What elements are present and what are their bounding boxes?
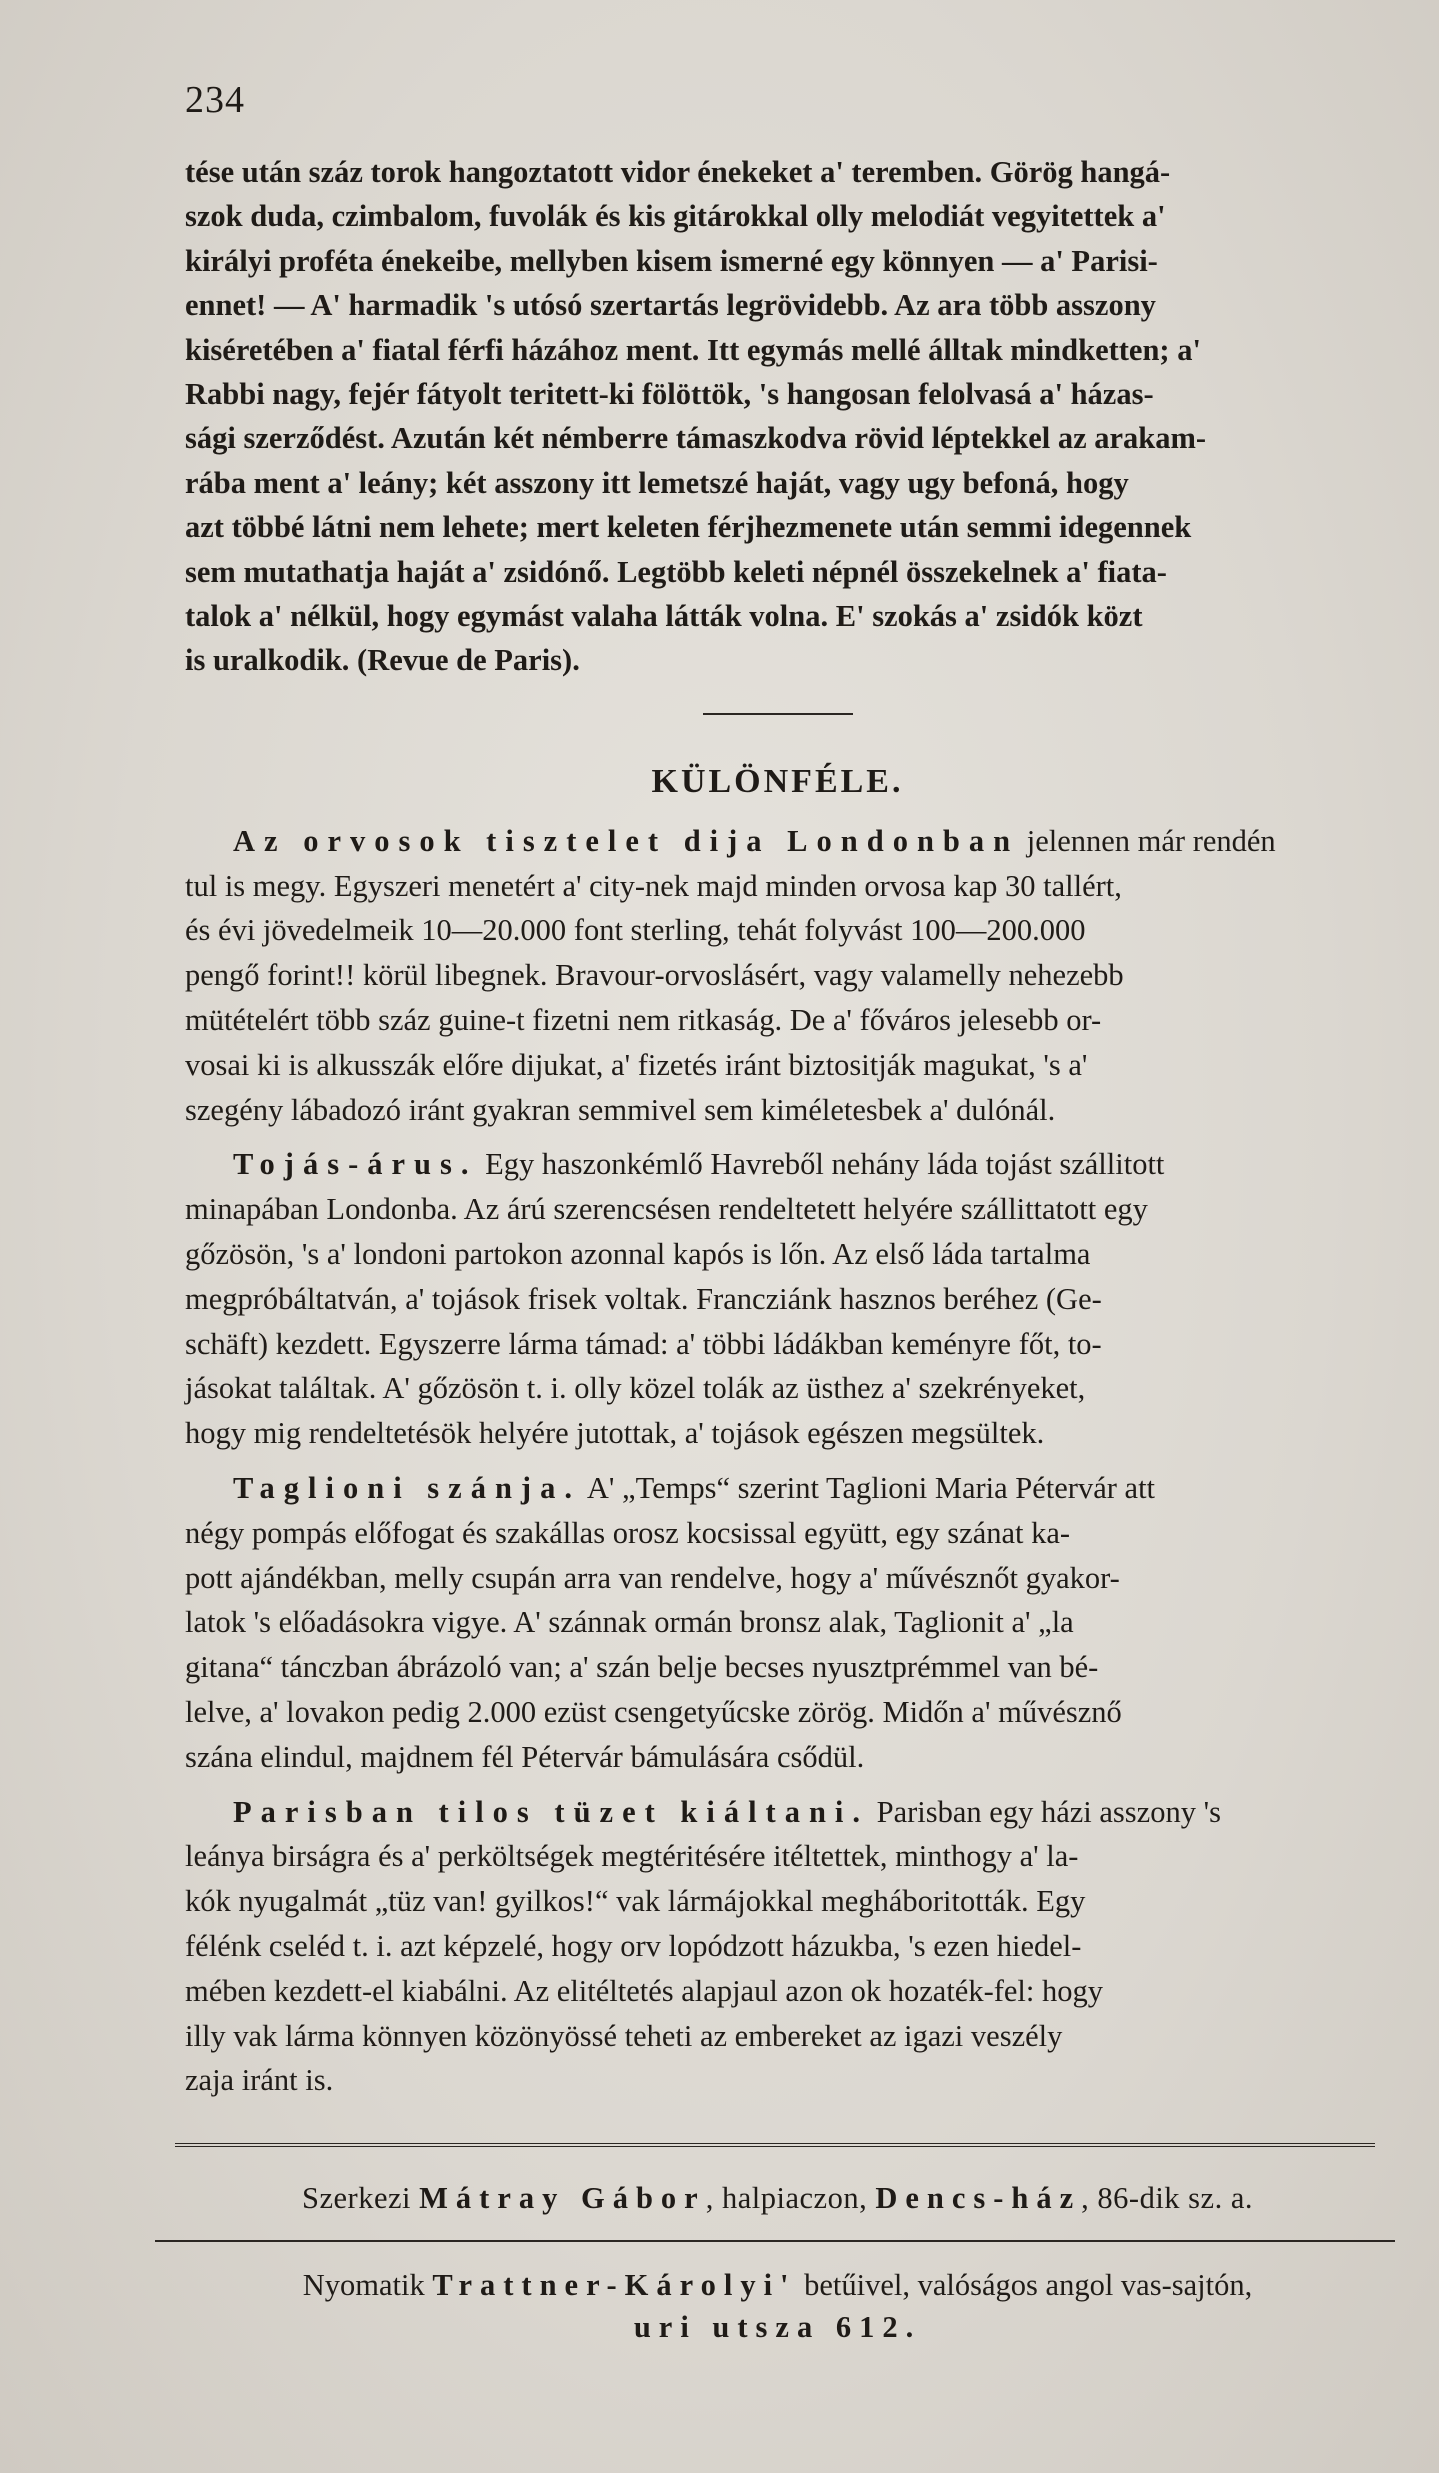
intro-line: is uralkodik. (Revue de Paris).: [185, 643, 580, 678]
editor-house: Dencs-ház: [875, 2181, 1082, 2216]
news-item-line: gitana“ tánczban ábrázoló van; a' szán belje becses nyusztprémmel van bé-: [185, 1650, 1099, 1685]
section-divider: [703, 713, 853, 715]
editor-middle: , halpiaczon,: [705, 2181, 876, 2216]
news-item-line: félénk cseléd t. i. azt képzelé, hogy orv lopódzott házukba, 's ezen hiedel-: [185, 1929, 1082, 1963]
news-item-line: latok 's előadásokra vigye. A' szánnak ormán bronsz alak, Taglionit a' „la: [185, 1605, 1074, 1640]
news-item-line: schäft) kezdett. Egyszerre lárma támad: a' többi ládákban keményre főt, to-: [185, 1326, 1102, 1361]
news-item: [185, 1466, 1370, 1780]
intro-line: kiséretében a' fiatal férfi házához ment. Itt egymás mellé álltak mindketten; a': [185, 332, 1201, 367]
intro-line: azt többé látni nem lehete; mert keleten férjhezmenete után semmi idegennek: [185, 510, 1192, 545]
news-item-line: Egy haszonkémlő Havreből nehány láda tojást szállitott: [477, 1147, 1165, 1182]
printer-street: uri utsza 612.: [633, 2310, 922, 2345]
news-item-line: és évi jövedelmeik 10—20.000 font sterling, tehát folyvást 100—200.000: [185, 913, 1086, 948]
news-item-line: pengő forint!! körül libegnek. Bravour-orvoslásért, vagy valamelly nehezebb: [185, 958, 1124, 993]
news-item-line: szegény lábadozó iránt gyakran semmivel sem kiméletesbek a' dulónál.: [185, 1092, 1056, 1127]
news-item-line: minapában Londonba. Az árú szerencsésen rendeltetett helyére szállittatott egy: [185, 1192, 1148, 1227]
intro-line: Rabbi nagy, fejér fátyolt teritett-ki fölöttök, 's hangosan felolvasá a' házas-: [185, 377, 1154, 412]
news-item-line: jelennen már rendén: [1019, 823, 1276, 858]
news-item-line: tul is megy. Egyszeri menetért a' city-nek majd minden orvosa kap 30 tallért,: [185, 868, 1122, 903]
news-item-line: hogy mig rendeltetésök helyére jutottak, a' tojások egészen megsültek.: [185, 1416, 1045, 1451]
intro-line: szok duda, czimbalom, fuvolák és kis gitárokkal olly melodiát vegyitettek a': [185, 199, 1166, 234]
news-item-title: Az orvosok tisztelet dija Londonban: [233, 823, 1020, 858]
editor-name: Mátray Gábor: [419, 2181, 706, 2216]
editor-line: [185, 2181, 1370, 2216]
news-item-title: Taglioni szánja.: [233, 1471, 581, 1506]
news-item-line: vosai ki is alkusszák előre dijukat, a' fizetés iránt biztositják magukat, 's a': [185, 1047, 1088, 1082]
news-item: [185, 1790, 1370, 2104]
section-heading: KÜLÖNFÉLE.: [651, 762, 904, 800]
news-item-line: megpróbáltatván, a' tojások frisek voltak. Francziánk hasznos beréhez (Ge-: [185, 1281, 1102, 1316]
news-item: [185, 1142, 1370, 1456]
intro-paragraph: [185, 150, 1370, 683]
news-items: [185, 819, 1370, 2103]
news-item-line: zaja iránt is.: [185, 2063, 334, 2098]
news-item-title: Tojás-árus.: [233, 1147, 478, 1182]
intro-line: rába ment a' leány; két asszony itt lemetszé haját, vagy ugy befoná, hogy: [185, 465, 1129, 500]
news-item-title: Parisban tilos tüzet kiáltani.: [233, 1794, 870, 1829]
intro-line: talok a' nélkül, hogy egymást valaha látták volna. E' szokás a' zsidók közt: [185, 599, 1143, 634]
printer-line: [185, 2264, 1370, 2348]
intro-line: tése után száz torok hangoztatott vidor énekeket a' teremben. Görög hangá-: [185, 155, 1171, 189]
news-item-line: jásokat találtak. A' gőzösön t. i. olly közel tolák az üsthez a' szekrényeket,: [185, 1371, 1086, 1406]
news-item-line: mütételért több száz guine-t fizetni nem ritkaság. De a' főváros jelesebb or-: [185, 1003, 1102, 1038]
news-item-line: lelve, a' lovakon pedig 2.000 ezüst csengetyűcske zörög. Midőn a' művésznő: [185, 1695, 1122, 1730]
intro-line: ennet! — A' harmadik 's utósó szertartás legrövidebb. Az ara több asszony: [185, 288, 1156, 323]
news-item-line: négy pompás előfogat és szakállas orosz kocsissal együtt, egy szánat ka-: [185, 1515, 1071, 1550]
news-item-line: illy vak lárma könnyen közönyössé teheti az embereket az igazi veszély: [185, 2018, 1063, 2053]
news-item-line: kók nyugalmát „tüz van! gyilkos!“ vak lármájokkal megháboritották. Egy: [185, 1884, 1086, 1919]
news-item: [185, 819, 1370, 1133]
footer-double-rule: [175, 2143, 1375, 2147]
editor-prefix: Szerkezi: [302, 2181, 420, 2216]
news-item-line: gőzösön, 's a' londoni partokon azonnal kapós is lőn. Az első láda tartalma: [185, 1237, 1091, 1272]
printer-prefix: Nyomatik: [302, 2268, 433, 2303]
printer-suffix: betűivel, valóságos angol vas-sajtón,: [796, 2268, 1253, 2303]
footer-rule: [155, 2240, 1395, 2242]
intro-line: sem mutathatja haját a' zsidónő. Legtöbb keleti népnél összekelnek a' fiata-: [185, 554, 1167, 589]
news-item-line: mében kezdett-el kiabálni. Az elitéltetés alapjaul azon ok hozaték-fel: hogy: [185, 1973, 1104, 2008]
news-item-line: leánya birságra és a' perköltségek megtéritésére itéltettek, minthogy a' la-: [185, 1839, 1079, 1874]
news-item-line: Parisban egy házi asszony 's: [869, 1794, 1221, 1829]
news-item-line: A' „Temps“ szerint Taglioni Maria Pétervár att: [580, 1471, 1156, 1506]
news-item-line: szána elindul, majdnem fél Pétervár bámulására csődül.: [185, 1739, 865, 1774]
editor-suffix: , 86-dik sz. a.: [1081, 2181, 1253, 2216]
page-number: 234: [185, 79, 245, 121]
page-content: [185, 150, 1370, 2348]
intro-line: királyi proféta énekeibe, mellyben kisem ismerné egy könnyen — a' Parisi-: [185, 243, 1158, 278]
intro-line: sági szerződést. Azután két némberre támaszkodva rövid léptekkel az arakam-: [185, 421, 1207, 456]
printer-name: Trattner-Károlyi': [432, 2268, 797, 2303]
news-item-line: pott ajándékban, melly csupán arra van rendelve, hogy a' művésznőt gyakor-: [185, 1560, 1120, 1595]
